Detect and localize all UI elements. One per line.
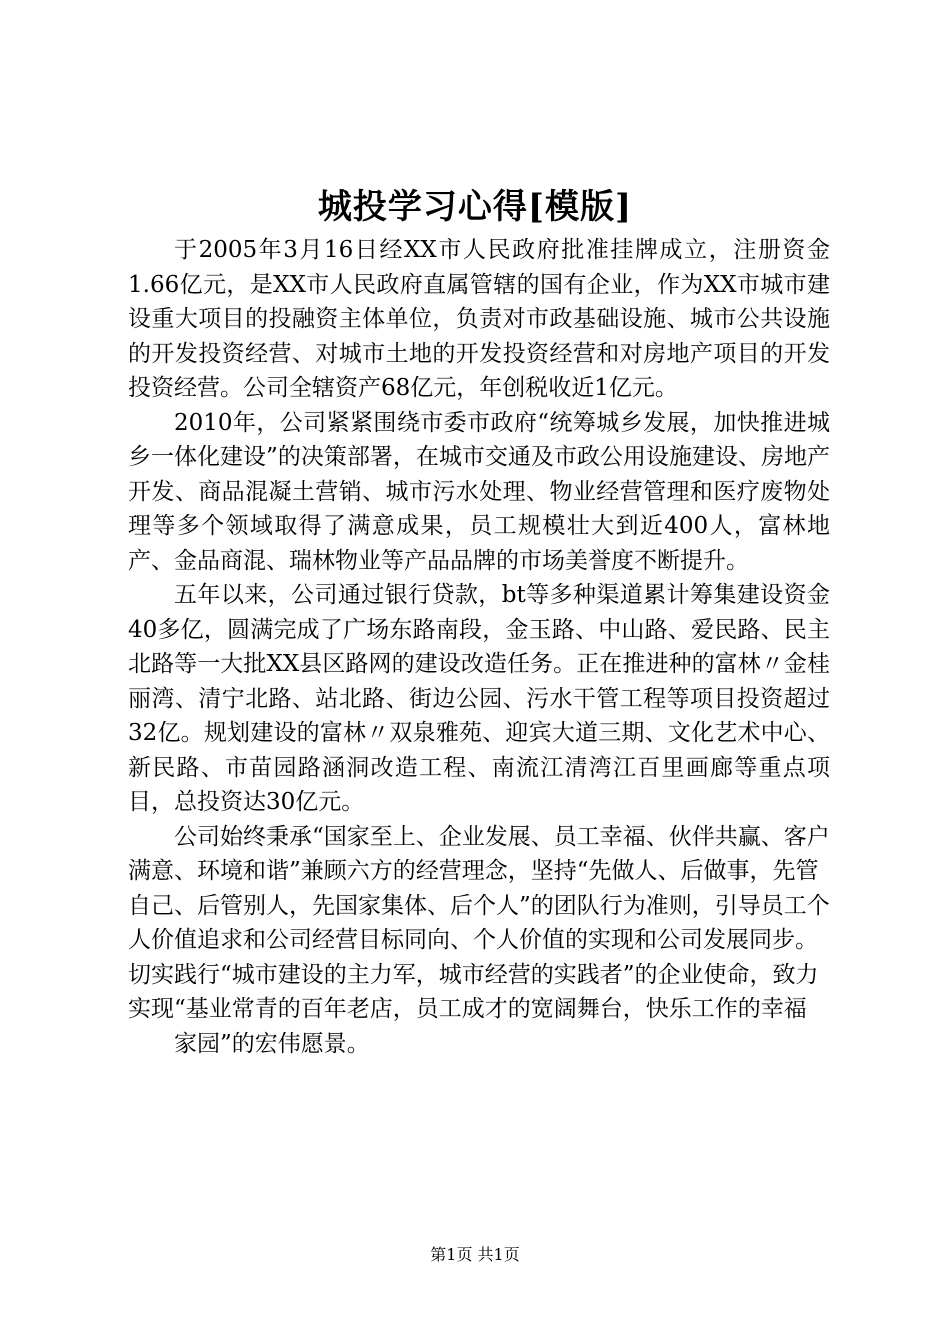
page-footer: 第1页 共1页 [430,1245,520,1264]
paragraph-4: 公司始终秉承“国家至上、企业发展、员工幸福、伙伴共赢、客户满意、环境和谐”兼顾六方的经营理念，坚持“先做人、后做事，先管自己、后管别人，先国家集体、后个人”的团队行为准则，引导员工个人价值追求和公司经营目标同向、个人价值的实现和公司发展同步。切实践行“城市建设的主力军，城市经营的实践者”的企业使命，致力实现“基业常青的百年老店，员工成才的宽阔舞台，快乐工作的幸福 [128,823,830,1022]
document-title: 城投学习心得[模版] [317,187,633,227]
paragraph-5: 家园”的宏伟愿景。 [174,1030,370,1057]
document-body [128,233,830,1061]
paragraph-1: 于2005年3月16日经XX市人民政府批准挂牌成立，注册资金1.66亿元，是XX市人民政府直属管辖的国有企业，作为XX市城市建设重大项目的投融资主体单位，负责对市政基础设施、城市公共设施的开发投资经营、对城市土地的开发投资经营和对房地产项目的开发投资经营。公司全辖资产68亿元，年创税收近1亿元。 [128,237,830,401]
paragraph-2: 2010年，公司紧紧围绕市委市政府“统筹城乡发展，加快推进城乡一体化建设”的决策部署，在城市交通及市政公用设施建设、房地产开发、商品混凝土营销、城市污水处理、物业经营管理和医疗废物处理等多个领域取得了满意成果，员工规模壮大到近400人，富林地产、金品商混、瑞林物业等产品品牌的市场美誉度不断提升。 [128,409,830,574]
paragraph-3: 五年以来，公司通过银行贷款，bt等多种渠道累计筹集建设资金40多亿，圆满完成了广场东路南段，金玉路、中山路、爱民路、民主北路等一大批XX县区路网的建设改造任务。正在推进种的富林〃金桂丽湾、清宁北路、站北路、街边公园、污水干管工程等项目投资超过32亿。规划建设的富林〃双泉雅苑、迎宾大道三期、文化艺术中心、新民路、市苗园路涵洞改造工程、南流江清湾江百里画廊等重点项目，总投资达30亿元。 [128,582,830,815]
